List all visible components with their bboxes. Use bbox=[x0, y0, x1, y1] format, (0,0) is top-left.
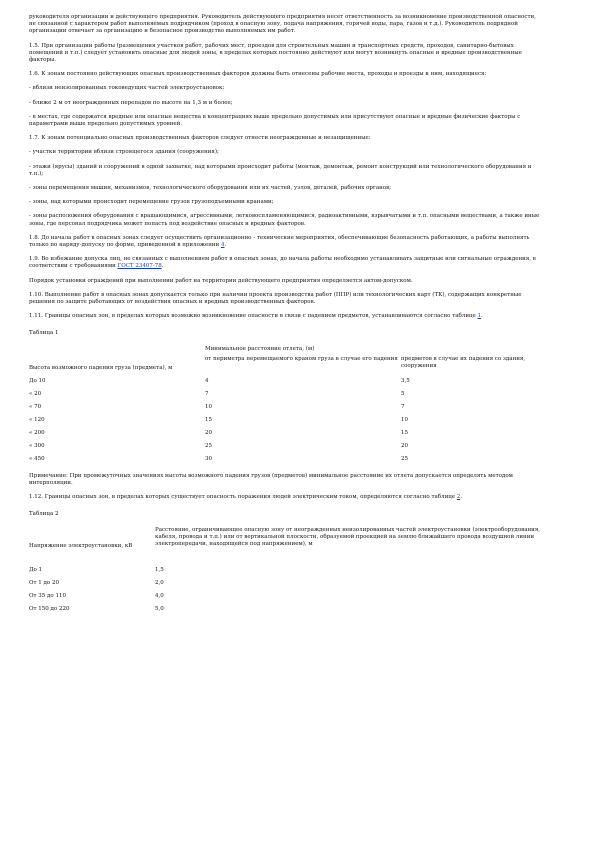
paragraph-1-11-text: 1.11. Границы опасных зон, в пределах которых возможно возникновение опасности в связи с падением предметов, устанавливаются согласно таблице bbox=[29, 313, 478, 320]
table-2-electrical-distances bbox=[29, 527, 541, 619]
table-1-cell-building-objects: 15 bbox=[401, 429, 408, 436]
paragraph-1-11 bbox=[29, 313, 541, 320]
table-1-cell-crane-load: 10 bbox=[205, 403, 212, 410]
table-1-header-height: Высота возможного падения груза (предмета), м bbox=[29, 364, 173, 371]
paragraph-1-5: 1.5. При организации работы (размещения участков работ, рабочих мест, проездов для строительных машин и транспортных средств, проходов, санитарно-бытовых помещений и т.п.) следует установить опасные для людей зоны, в пределах которых постоянно действуют или могут возникнуть опасные и вредные производственные факторы. bbox=[29, 42, 522, 64]
table-2-cell-distance: 1,5 bbox=[155, 566, 164, 573]
table-1-cell-height: « 70 bbox=[29, 403, 42, 410]
paragraph-1-10: 1.10. Выполнение работ в опасных зонах допускается только при наличии проекта производства работ (ППР) или технологических карт (ТК), содержащих конкретные решения по защите работающих от воздействия опасных и вредных производственных факторов. bbox=[29, 291, 522, 306]
paragraph-1-6-item-1: - вблизи неизолированных токоведущих частей электроустановок; bbox=[29, 85, 225, 92]
paragraph-1-7-item-5: - зоны расположения оборудования с вращающимися, агрессивными, легковоспламеняющимися, радиоактивными, взрывчатыми и т.п. опасными веществами, а также иные зоны, где персонал подрядчика может попасть под воздействие опасных и вредных факторов. bbox=[29, 213, 540, 227]
table-1-row bbox=[29, 417, 541, 430]
paragraph-1-7-item-4: - зоны, над которыми происходит перемещение грузов грузоподъемными кранами; bbox=[29, 199, 274, 206]
table-1-body bbox=[29, 346, 541, 469]
table-1-row bbox=[29, 430, 541, 443]
table-1-cell-crane-load: 30 bbox=[205, 455, 212, 462]
table-2-cell-voltage: От 150 до 220 bbox=[29, 605, 70, 612]
table-1-row bbox=[29, 378, 541, 391]
table-2-row bbox=[29, 567, 541, 580]
table-2-cell-distance: 4,0 bbox=[155, 592, 164, 599]
table-2-header-row bbox=[29, 527, 541, 567]
paragraph-1-11-end: . bbox=[481, 313, 483, 320]
paragraph-1-4-continued: руководителя организации и действующего предприятия. Руководитель действующего предприятия несет ответственность за возникновение производственной опасности, не связанной с характером работ выполняемых подрядчиком (проход в опасную зону, подача напряжения, горячей воды, пара, газов и т.д.). Руководитель подрядной организации отвечает за организацию и безопасное производство выполняемых им работ. bbox=[29, 14, 536, 35]
table-1-cell-building-objects: 3,5 bbox=[401, 377, 410, 384]
table-1-header-group: Минимальное расстояние отлета, (м) bbox=[205, 345, 315, 352]
paragraph-1-6-item-3: - в местах, где содержатся вредные или опасные вещества в концентрациях выше предельно допустимых или присутствуют опасные и вредные физические факторы с параметрами выше предельно допустимых уровней. bbox=[29, 113, 521, 128]
paragraph-1-8-text: 1.8. До начала работ в опасных зонах следует осуществить организационно - технические мероприятия, обеспечивающие безопасность работающих, а работы выполнять только по наряду-допуску по форме, приведенной в приложении bbox=[29, 234, 530, 249]
table-1-cell-building-objects: 25 bbox=[401, 455, 408, 462]
table-2-cell-distance: 5,0 bbox=[155, 605, 164, 612]
appendix-4-link[interactable]: 4 bbox=[220, 242, 225, 249]
paragraph-1-9-text: 1.9. Во избежание допуска лиц, не связанных с выполнением работ в опасных зонах, до начала работы необходимо устанавливать защитные или сигнальные ограждения, в соответствии с требованиями bbox=[29, 256, 536, 270]
table-1-cell-height: « 200 bbox=[29, 429, 45, 436]
paragraph-1-7-item-2: - этажи (ярусы) зданий и сооружений в одной захватке, над которыми происходит работы (монтаж, демонтаж, ремонт конструкций или технологического оборудования и т.п.); bbox=[29, 163, 532, 177]
paragraph-1-7-item-1: - участки территории вблизи строящегося здания (сооружения); bbox=[29, 149, 219, 156]
table-1-title: Таблица 1 bbox=[29, 330, 59, 337]
paragraph-1-7-item-3: - зоны перемещения машин, механизмов, технологического оборудования или их частей, узлов, деталей, рабочих органов; bbox=[29, 185, 392, 192]
table-1-cell-height: « 300 bbox=[29, 442, 45, 449]
table-1-cell-building-objects: 20 bbox=[401, 442, 408, 449]
table-1-header-building-objects: предметов в случае их падения со здания, сооружения bbox=[401, 355, 526, 369]
table-2-header-distance: Расстояние, ограничивающее опасную зону от неогражденных неизолированных частей электроустановки (электрооборудования, кабеля, провода и т.п.) или от вертикальной плоскости, образуемой проекцией на землю ближайшего провода воздушной линии электропередачи, находящейся под напряжением), м bbox=[155, 526, 541, 547]
paragraph-1-8-end: . bbox=[224, 242, 227, 249]
table-1-cell-crane-load: 15 bbox=[205, 416, 212, 423]
table-1-header-crane-load: от периметра перемещаемого краном груза в случае его падения bbox=[205, 355, 398, 362]
paragraph-1-9 bbox=[29, 256, 541, 270]
table-2-row bbox=[29, 593, 541, 606]
table-1-row bbox=[29, 443, 541, 456]
table-1-fall-distances bbox=[29, 346, 541, 469]
table-1-cell-crane-load: 25 bbox=[205, 442, 212, 449]
paragraph-1-6: 1.6. К зонам постоянно действующих опасных производственных факторов должны быть отнесены рабочие места, проходы и проезды к ним, находящиеся: bbox=[29, 71, 487, 78]
table-2-header-voltage: Напряжение электроустановки, кВ bbox=[29, 543, 133, 549]
table-2-body bbox=[29, 527, 541, 619]
paragraph-1-6-item-2: - ближе 2 м от неогражденных перепадов по высоте на 1,3 м и более; bbox=[29, 99, 233, 106]
table-2-row bbox=[29, 580, 541, 593]
table-2-cell-distance: 2,0 bbox=[155, 579, 164, 586]
paragraph-fence-order: Порядок установки ограждений при выполнении работ на территории действующего предприятия определяется актом-допуском. bbox=[29, 277, 413, 284]
table-2-title: Таблица 2 bbox=[29, 511, 59, 518]
gost-23407-78-link[interactable]: ГОСТ 23407-78 bbox=[117, 263, 162, 270]
intro-paragraphs bbox=[29, 14, 541, 228]
table-1-row bbox=[29, 456, 541, 469]
table-1-cell-crane-load: 4 bbox=[205, 377, 209, 384]
table-1-group-header-row bbox=[29, 346, 541, 356]
table-1-cell-crane-load: 7 bbox=[205, 390, 209, 397]
table-2-link[interactable]: 2 bbox=[456, 494, 461, 501]
table-1-cell-crane-load: 20 bbox=[205, 429, 212, 436]
table-1-row bbox=[29, 404, 541, 417]
table-1-note: Примечание: При промежуточных значениях высоты возможного падения грузов (предметов) минимальное расстояние их отлета допускается определять методом интерполяции. bbox=[29, 472, 513, 486]
table-1-cell-height: До 10 bbox=[29, 377, 46, 384]
table-1-cell-height: « 20 bbox=[29, 390, 42, 397]
table-1-row bbox=[29, 391, 541, 404]
table-1-cell-height: « 450 bbox=[29, 455, 45, 462]
paragraph-1-7: 1.7. К зонам потенциально опасных производственных факторов следует отнести неогражденные и незащищенные: bbox=[29, 135, 371, 142]
table-1-link[interactable]: 1 bbox=[477, 313, 482, 320]
table-2-cell-voltage: От 35 до 110 bbox=[29, 592, 66, 599]
paragraph-1-12-end: . bbox=[460, 494, 463, 501]
table-2-row bbox=[29, 606, 541, 619]
table-2-cell-voltage: От 1 до 20 bbox=[29, 579, 59, 586]
paragraph-1-12-text: 1.12. Границы опасных зон, в пределах которых существует опасность поражения людей электрическим током, определяются согласно таблице bbox=[29, 494, 457, 501]
paragraph-1-9-end: . bbox=[161, 263, 164, 270]
table-1-cell-building-objects: 10 bbox=[401, 416, 408, 423]
table-2-cell-voltage: До 1 bbox=[29, 566, 43, 573]
table-1-cell-building-objects: 5 bbox=[401, 390, 405, 397]
table-1-cell-height: « 120 bbox=[29, 416, 45, 423]
paragraph-1-12 bbox=[29, 494, 541, 501]
table-1-cell-building-objects: 7 bbox=[401, 403, 405, 410]
paragraph-1-8 bbox=[29, 235, 541, 249]
